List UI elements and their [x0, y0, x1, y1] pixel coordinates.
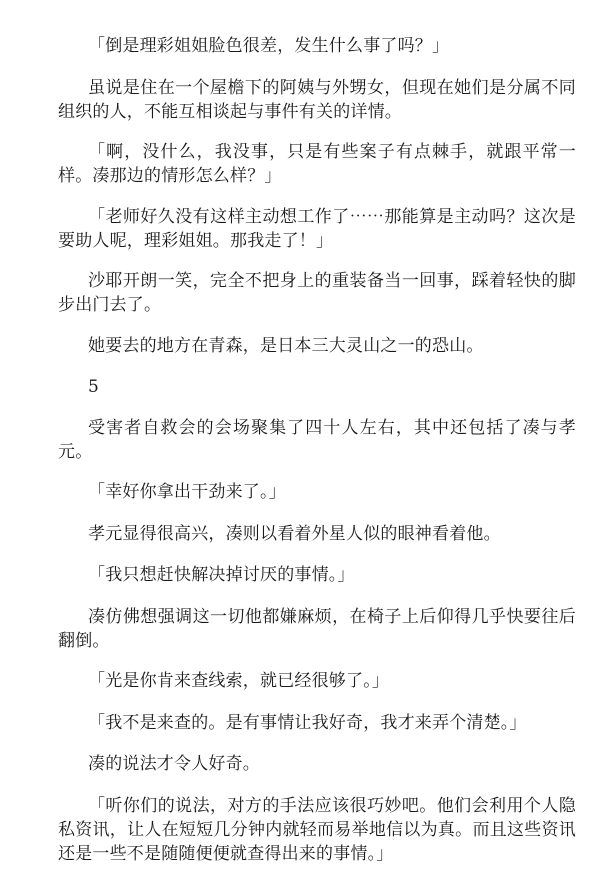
paragraph-9: 孝元显得很高兴，凑则以看着外星人似的眼神看着他。 — [88, 523, 501, 544]
paragraph-4: 「老师好久没有这样主动想工作了⋯⋯那能算是主动吗？这次是要助人呢，理彩姐姐。那我走了！」 — [58, 206, 576, 251]
paragraph-6: 她要去的地方在青森，是日本三大灵山之一的恐山。 — [88, 335, 484, 356]
paragraph-11: 凑仿佛想强调这一切他都嫌麻烦，在椅子上后仰得几乎快要往后翻倒。 — [58, 606, 576, 651]
paragraph-7: 受害者自救会的会场聚集了四十人左右，其中还包括了凑与孝元。 — [58, 417, 576, 462]
paragraph-2: 虽说是住在一个屋檐下的阿姨与外甥女，但现在她们是分属不同组织的人，不能互相谈起与事件有关的详情。 — [58, 77, 576, 122]
paragraph-1: 「倒是理彩姐姐脸色很差，发生什么事了吗？」 — [88, 36, 450, 56]
paragraph-3: 「啊，没什么，我没事，只是有些案子有点棘手，就跟平常一样。凑那边的情形怎么样？」 — [58, 142, 576, 186]
paragraph-5: 沙耶开朗一笑，完全不把身上的重装备当一回事，踩着轻快的脚步出门去了。 — [58, 271, 576, 315]
paragraph-8: 「幸好你拿出干劲来了。」 — [88, 482, 286, 502]
paragraph-13: 「我不是来查的。是有事情让我好奇，我才来弄个清楚。」 — [88, 712, 527, 733]
paragraph-15: 「听你们的说法，对方的手法应该很巧妙吧。他们会利用个人隐私资讯，让人在短短几分钟内就轻而易举地信以为真。而且这些资讯还是一些不是随随便便就查得出来的事情。」 — [58, 795, 576, 864]
document-page — [58, 34, 576, 882]
paragraph-10: 「我只想赶快解决掉讨厌的事情。」 — [88, 565, 355, 585]
paragraph-14: 凑的说法才令人好奇。 — [88, 754, 260, 774]
section-number: 5 — [88, 377, 99, 397]
paragraph-12: 「光是你肯来查线索，就已经很够了。」 — [88, 671, 390, 691]
